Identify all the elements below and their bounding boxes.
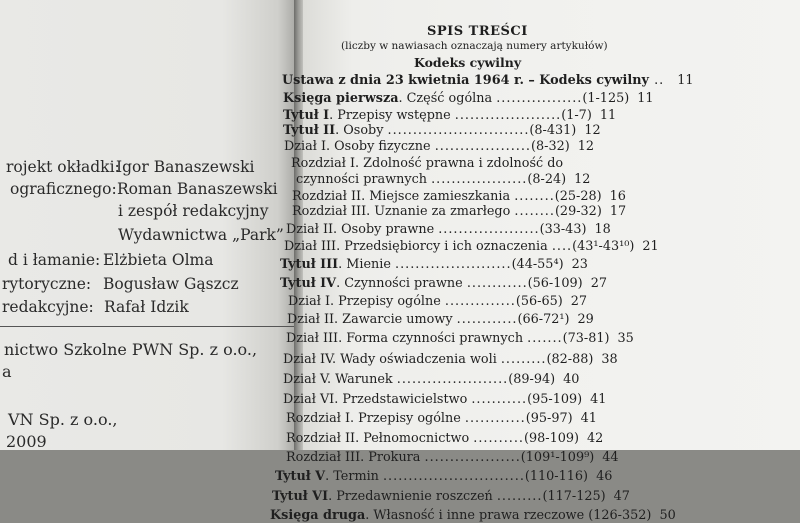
toc-entry — [270, 508, 676, 523]
toc-entry-ref: (98-109) — [523, 431, 579, 446]
toc-entry-page: 12 — [584, 123, 601, 138]
toc-entry-ref: (56-109) — [527, 276, 583, 291]
toc-entry-bold: Tytuł IV — [280, 276, 337, 291]
toc-entry — [286, 450, 619, 465]
toc-entry — [288, 294, 587, 309]
toc-entry-text: . Własność i inne prawa rzeczowe — [365, 508, 589, 523]
toc-entry-bold: Tytuł I — [283, 108, 330, 123]
toc-entry-ref: (1-125) — [582, 91, 630, 106]
toc-entry-text: Rozdział II. Miejsce zamieszkania — [292, 189, 515, 204]
toc-entry — [280, 276, 607, 291]
toc-entry — [283, 108, 616, 123]
toc-entry-dots: ................. — [496, 91, 583, 106]
toc-entry-page: 42 — [587, 431, 604, 446]
toc-entry-page: 23 — [571, 257, 588, 272]
toc-entry-page: 35 — [617, 331, 634, 346]
toc-entry-dots: .............. — [444, 294, 516, 309]
toc-entry-bold: Tytuł VI — [272, 489, 329, 504]
toc-entry-ref: (82-88) — [546, 352, 594, 367]
toc-entry-ref: (1-7) — [561, 108, 592, 123]
toc-entry-page: 11 — [677, 73, 694, 88]
toc-entry-bold: Tytuł II — [283, 123, 336, 138]
toc-entry — [292, 189, 626, 204]
toc-entry-text: . Osoby — [335, 123, 388, 138]
toc-entry-dots: ......... — [496, 489, 543, 504]
toc-subtitle: (liczby w nawiasach oznaczają numery artykułów) — [341, 40, 608, 52]
toc-entry-text: . Przedawnienie roszczeń — [328, 489, 497, 504]
toc-entry-page: 18 — [594, 222, 611, 237]
toc-entry-page: 46 — [596, 469, 613, 484]
toc-entry-text: Dział II. Osoby prawne — [286, 222, 439, 237]
toc-entry-page: 38 — [601, 352, 618, 367]
toc-entry-text: Dział VI. Przedstawicielstwo — [283, 392, 472, 407]
toc-entry-dots: ................... — [431, 172, 528, 187]
toc-entry-ref: (25-28) — [554, 189, 602, 204]
publisher-line: a — [2, 362, 12, 381]
toc-entry-text: Dział I. Osoby fizyczne — [284, 139, 435, 154]
toc-entry-bold: Księga druga — [270, 508, 366, 523]
toc-entry — [282, 73, 694, 88]
toc-entry-ref: (8-32) — [530, 139, 570, 154]
toc-entry-ref: (110-116) — [524, 469, 589, 484]
toc-entry-dots: ................... — [434, 139, 531, 154]
toc-entry-ref: (56-65) — [515, 294, 563, 309]
toc-entry-text: . Czynności prawne — [336, 276, 467, 291]
toc-entry-text: . Termin — [325, 469, 383, 484]
toc-entry-dots: ............................ — [387, 123, 530, 138]
toc-entry-page: 50 — [659, 508, 676, 523]
toc-entry-text: Dział III. Forma czynności prawnych — [286, 331, 528, 346]
credit-value: Roman Banaszewski — [117, 180, 278, 198]
toc-entry-bold: Księga pierwsza — [283, 91, 399, 106]
toc-entry-dots: ............................ — [382, 469, 525, 484]
toc-entry-page: 44 — [602, 450, 619, 465]
toc-entry — [296, 172, 590, 187]
toc-entry-text: Rozdział I. Przepisy ogólne — [286, 411, 465, 426]
toc-entry-ref: (117-125) — [542, 489, 606, 504]
toc-entry-ref: (43¹-43¹⁰) — [572, 239, 635, 254]
toc-entry-bold: Ustawa z dnia 23 kwietnia 1964 r. – Kodeks cywilny — [282, 73, 649, 88]
toc-entry — [272, 489, 630, 504]
publisher-line: VN Sp. z o.o., — [8, 410, 118, 429]
toc-entry-dots: ......... — [500, 352, 547, 367]
toc-entry-ref: (73-81) — [562, 331, 610, 346]
toc-entry-page: 11 — [637, 91, 654, 106]
toc-entry — [283, 372, 579, 387]
divider — [0, 326, 296, 327]
right-page — [270, 0, 800, 523]
toc-title: SPIS TREŚCI — [427, 24, 528, 39]
toc-entry-dots: .................... — [438, 222, 540, 237]
toc-entry — [284, 239, 659, 254]
toc-entry — [286, 431, 603, 446]
toc-entry-bold: Tytuł III — [280, 257, 339, 272]
toc-entry — [283, 352, 618, 367]
toc-entry-dots: ........ — [514, 204, 555, 219]
toc-entry — [275, 469, 612, 484]
toc-entry-text: Dział I. Przepisy ogólne — [288, 294, 445, 309]
toc-entry-ref: (8-24) — [527, 172, 567, 187]
toc-entry-text: Dział III. Przedsiębiorcy i ich oznaczenia — [284, 239, 552, 254]
toc-entry-ref: (8-431) — [529, 123, 577, 138]
toc-entry-text: Dział II. Zawarcie umowy — [287, 312, 457, 327]
publisher-line: nictwo Szkolne PWN Sp. z o.o., — [4, 340, 258, 359]
toc-entry-text: Rozdział III. Prokura — [286, 450, 425, 465]
toc-entry — [284, 139, 594, 154]
toc-entry-page: 47 — [613, 489, 630, 504]
credit-label: rojekt okładki: — [6, 158, 120, 176]
toc-entry-text: Rozdział II. Pełnomocnictwo — [286, 431, 474, 446]
toc-entry-dots: .... — [551, 239, 573, 254]
toc-entry-page: 29 — [577, 312, 594, 327]
toc-entry-text: Rozdział I. Zdolność prawna i zdolność do — [291, 156, 564, 171]
toc-entry-ref: (29-32) — [554, 204, 602, 219]
toc-entry-dots: ............ — [456, 312, 518, 327]
toc-entry — [283, 392, 606, 407]
toc-section-heading: Kodeks cywilny — [414, 55, 522, 70]
left-page — [0, 0, 296, 450]
credit-value: Wydawnictwa „Park” — [118, 226, 284, 244]
toc-entry-page: 27 — [570, 294, 588, 309]
toc-entry-text: czynności prawnych — [296, 172, 432, 187]
toc-entry-dots: ............ — [466, 276, 528, 291]
toc-entry-bold: Tytuł V — [275, 469, 326, 484]
toc-entry-page: 27 — [590, 276, 607, 291]
credit-value: Igor Banaszewski — [116, 158, 255, 176]
credit-label: rytoryczne: — [2, 275, 92, 293]
toc-entry — [291, 156, 563, 171]
toc-entry-text: Dział IV. Wady oświadczenia woli — [283, 352, 501, 367]
toc-entry — [280, 257, 588, 272]
toc-entry-page: 21 — [642, 239, 659, 254]
toc-entry-ref: (109¹-109⁹) — [520, 450, 595, 465]
toc-entry-text: . Mienie — [338, 257, 395, 272]
publisher-line: 2009 — [6, 432, 47, 451]
toc-entry — [283, 91, 654, 106]
toc-entry-dots: ............ — [464, 411, 526, 426]
toc-entry-ref: (33-43) — [539, 222, 587, 237]
toc-entry-text: . Przepisy wstępne — [329, 108, 455, 123]
toc-entry — [286, 222, 611, 237]
toc-entry-page: 12 — [574, 172, 591, 187]
toc-entry-ref: (44-55⁴) — [511, 257, 564, 272]
toc-entry — [287, 312, 594, 327]
toc-entry-dots: ........... — [471, 392, 528, 407]
credit-value: i zespół redakcyjny — [118, 202, 269, 220]
toc-entry-ref: (126-352) — [588, 508, 652, 523]
toc-entry-dots: ..................... — [454, 108, 562, 123]
toc-entry-page: 17 — [609, 204, 627, 219]
toc-entry-text: . Część ogólna — [398, 91, 497, 106]
toc-entry — [292, 204, 626, 219]
toc-entry-page: 16 — [609, 189, 626, 204]
credit-value: Elżbieta Olma — [103, 251, 214, 269]
toc-entry-dots: ........ — [514, 189, 555, 204]
toc-entry-dots: ....... — [527, 331, 563, 346]
toc-entry-page: 41 — [590, 392, 607, 407]
toc-entry — [286, 411, 597, 426]
toc-entry — [283, 123, 601, 138]
toc-entry-text: Dział V. Warunek — [283, 372, 397, 387]
toc-entry-page: 40 — [563, 372, 580, 387]
toc-entry-page: 12 — [577, 139, 595, 154]
toc-entry-text: Rozdział III. Uznanie za zmarłego — [292, 204, 515, 219]
toc-entry-dots: ....................... — [395, 257, 512, 272]
toc-entry-ref: (95-109) — [527, 392, 583, 407]
toc-entry-dots: .......... — [473, 431, 524, 446]
credit-label: ograficznego: — [10, 180, 117, 198]
credit-label: redakcyjne: — [2, 298, 94, 316]
toc-entry-ref: (89-94) — [508, 372, 556, 387]
toc-entry-ref: (66-72¹) — [517, 312, 570, 327]
credit-value: Bogusław Gąszcz — [103, 275, 239, 293]
credit-value: Rafał Idzik — [104, 298, 189, 316]
toc-entry-dots: ................... — [424, 450, 521, 465]
toc-entry-page: 41 — [580, 411, 597, 426]
toc-entry-dots: .. — [649, 73, 670, 88]
toc-entry-ref: (95-97) — [525, 411, 573, 426]
toc-entry — [286, 331, 634, 346]
credit-label: d i łamanie: — [8, 251, 101, 269]
toc-entry-dots: ...................... — [396, 372, 509, 387]
toc-entry-page: 11 — [599, 108, 617, 123]
